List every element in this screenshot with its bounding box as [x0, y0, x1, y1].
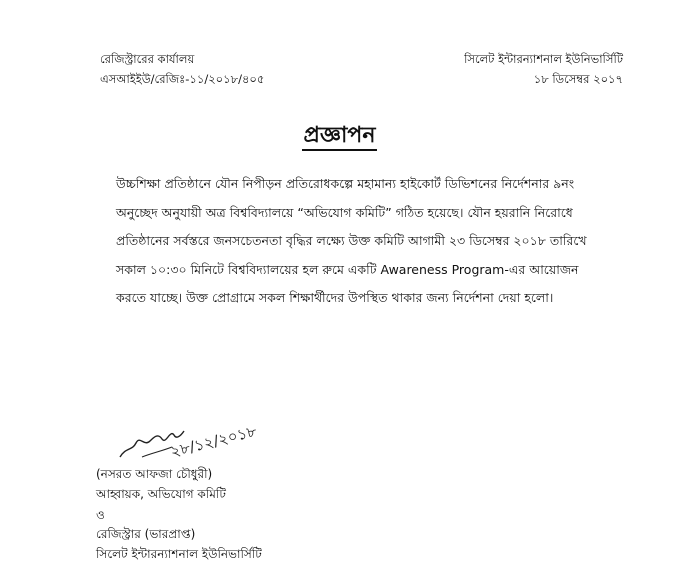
office-name: রেজিস্ট্রারের কার্যালয় [100, 52, 195, 66]
issue-date: ১৮ ডিসেম্বর ২০১৭ [533, 72, 623, 86]
signatory-name: (নসরত আফজা চৌধুরী) [96, 467, 213, 481]
handwritten-signature [112, 417, 272, 469]
reference-number: এসআইইউ/রেজিঃ-১১/২০১৮/৪০৫ [100, 72, 265, 86]
signatory-conjunction: ও [96, 508, 105, 522]
body-line: সকাল ১০:৩০ মিনিটে বিশ্ববিদ্যালয়ের হল রুমে একটি Awareness Program-এর আয়োজন [116, 261, 579, 277]
body-line: অনুচ্ছেদ অনুযায়ী অত্র বিশ্ববিদ্যালয়ে “অভিযোগ কমিটি” গঠিত হয়েছে। যৌন হয়রানি নিরোধে [116, 204, 573, 220]
body-line: উচ্চশিক্ষা প্রতিষ্ঠানে যৌন নিপীড়ন প্রতিরোধকল্পে মহামান্য হাইকোর্ট ডিভিশনের নির্দেশনার ৯নং [116, 176, 575, 191]
body-line: প্রতিষ্ঠানের সর্বস্তরে জনসচেতনতা বৃদ্ধির লক্ষ্যে উক্ত কমিটি আগামী ২৩ ডিসেম্বর ২০১৮ তারিখে [116, 233, 587, 249]
body-line: করতে যাচ্ছে। উক্ত প্রোগ্রামে সকল শিক্ষার্থীদের উপস্থিত থাকার জন্য নির্দেশনা দেয়া হলো। [116, 290, 554, 306]
signatory-title-2: রেজিস্ট্রার (ভারপ্রাপ্ত) [96, 527, 196, 541]
notice-body [116, 170, 636, 313]
notice-title-wrap [0, 118, 679, 155]
notice-title: প্রজ্ঞাপন [302, 123, 378, 151]
signatory-title-3: সিলেট ইন্টারন্যাশনাল ইউনিভার্সিটি [96, 547, 262, 561]
signature-scribble [112, 417, 272, 469]
university-name-header: সিলেট ইন্টারন্যাশনাল ইউনিভার্সিটি [464, 52, 623, 66]
signatory-title-1: আহ্বায়ক, অভিযোগ কমিটি [96, 487, 226, 501]
signature-date: ২৮/১২/২০১৮ [168, 422, 259, 461]
